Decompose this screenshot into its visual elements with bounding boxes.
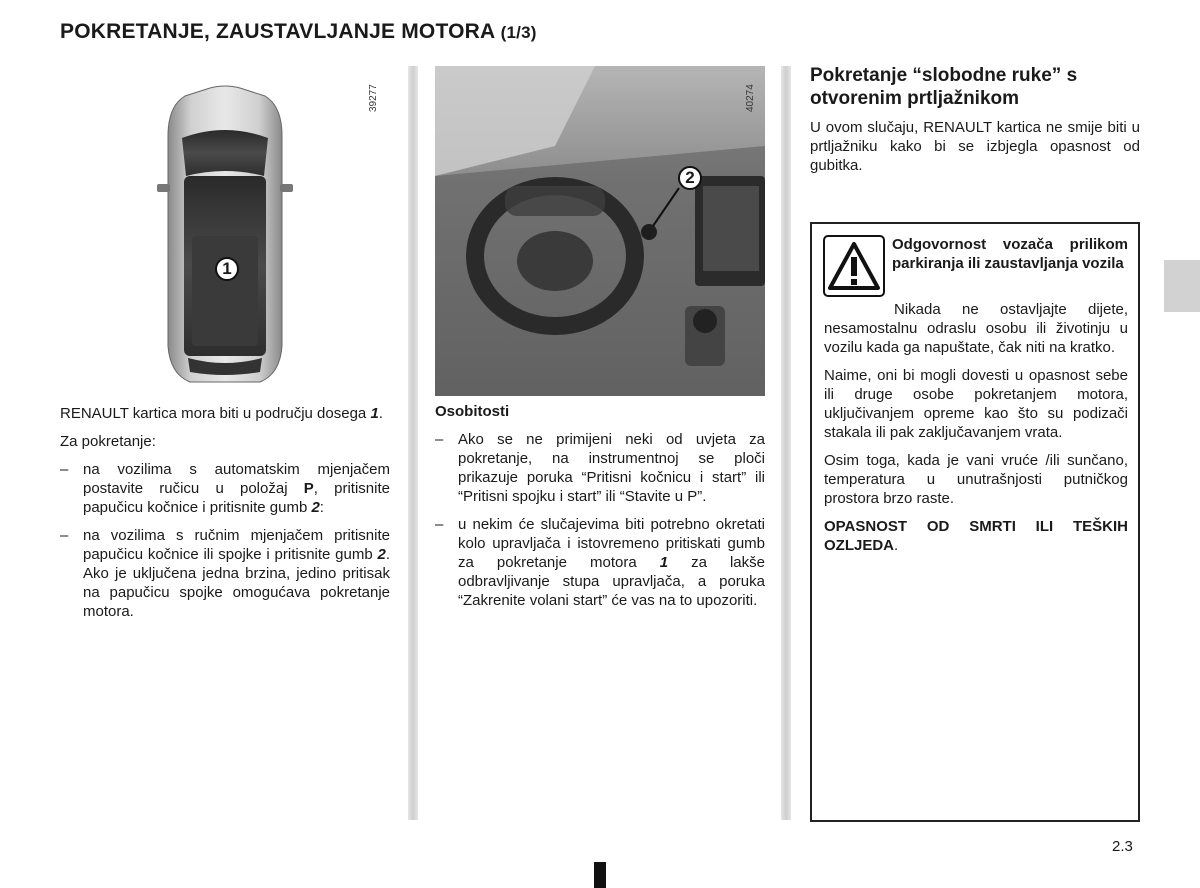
dashboard-photo	[435, 66, 765, 396]
special-cases-list	[435, 430, 765, 610]
warning-body	[824, 300, 1128, 564]
warning-title: Odgovornost vozača prilikom parkiranja ili zaustavljanja vozila	[892, 236, 1128, 272]
warning-paragraph-4: OPASNOST OD SMRTI ILI TEŠKIH OZLJEDA.	[824, 518, 1128, 554]
page-title	[60, 20, 537, 44]
handsfree-heading: Pokretanje “slobodne ruke” s otvorenim prtljažnikom	[810, 65, 1078, 109]
warning-icon	[823, 235, 885, 297]
page-number: 2.3	[1112, 838, 1133, 855]
warning-paragraph-3: Osim toga, kada je vani vruće /ili sunčano, temperatura u unutrašnjosti putničkog prostora brzo raste.	[824, 452, 1128, 507]
chapter-tab	[1164, 260, 1200, 312]
list-item: – na vozilima s automatskim mjenjačem postavite ručicu u položaj P, pritisnite papučicu kočnice i pritisnite gumb 2:	[60, 460, 390, 517]
figure-code: 40274	[745, 84, 756, 112]
dashboard-figure	[435, 66, 765, 396]
start-steps-list	[60, 460, 390, 621]
list-item: – u nekim će slučajevima biti potrebno okretati kolo upravljača i istovremeno pritiskati gumb za pokretanje motora 1 za lakše odbravljivanje stupa upravljača, a poruka “Zakrenite volani start” će vas na to upozoriti.	[435, 515, 765, 610]
figure-code: 39277	[368, 84, 379, 112]
warning-paragraph-2: Naime, oni bi mogli dovesti u opasnost sebe ili druge osobe pokretanjem motora, uključivanjem opreme kao što su podizači stakala ili pak zaključavanjem vrata.	[824, 367, 1128, 441]
car-top-view-illustration	[60, 66, 390, 396]
warning-paragraph-1: Nikada ne ostavljajte dijete, nesamostalnu odraslu osobu ili životinju u vozilu kada ga napuštate, čak niti na kratko.	[824, 301, 1128, 356]
page-marker	[594, 862, 606, 888]
title-text: POKRETANJE, ZAUSTAVLJANJE MOTORA	[60, 20, 495, 43]
special-cases-heading: Osobitosti	[435, 403, 510, 420]
car-top-view-figure	[60, 66, 390, 396]
warning-box	[810, 222, 1140, 822]
list-item: – Ako se ne primijeni neki od uvjeta za pokretanje, na instrumentnoj se ploči prikazuje poruka “Pritisni kočnicu i start” ili “Pritisni spojku i start” ili “Stavite u P”.	[435, 430, 765, 506]
column-2-text	[435, 402, 765, 619]
column-1-text	[60, 404, 390, 630]
handsfree-paragraph: U ovom slučaju, RENAULT kartica ne smije biti u prtljažniku kako bi se izbjegla opasnost od gubitka.	[810, 119, 1140, 174]
callout-1: 1	[215, 257, 239, 281]
start-intro: Za pokretanje:	[60, 433, 156, 450]
column-separator-2	[781, 66, 791, 820]
card-range-paragraph: RENAULT kartica mora biti u području dosega 1.	[60, 405, 383, 422]
title-part: (1/3)	[500, 23, 537, 42]
callout-2: 2	[678, 166, 702, 190]
list-item: – na vozilima s ručnim mjenjačem pritisnite papučicu kočnice ili spojke i pritisnite gumb 2. Ako je uključena jedna brzina, jedino pritisak na papučicu spojke omogućava pokretanje motora.	[60, 526, 390, 621]
column-separator-1	[408, 66, 418, 820]
